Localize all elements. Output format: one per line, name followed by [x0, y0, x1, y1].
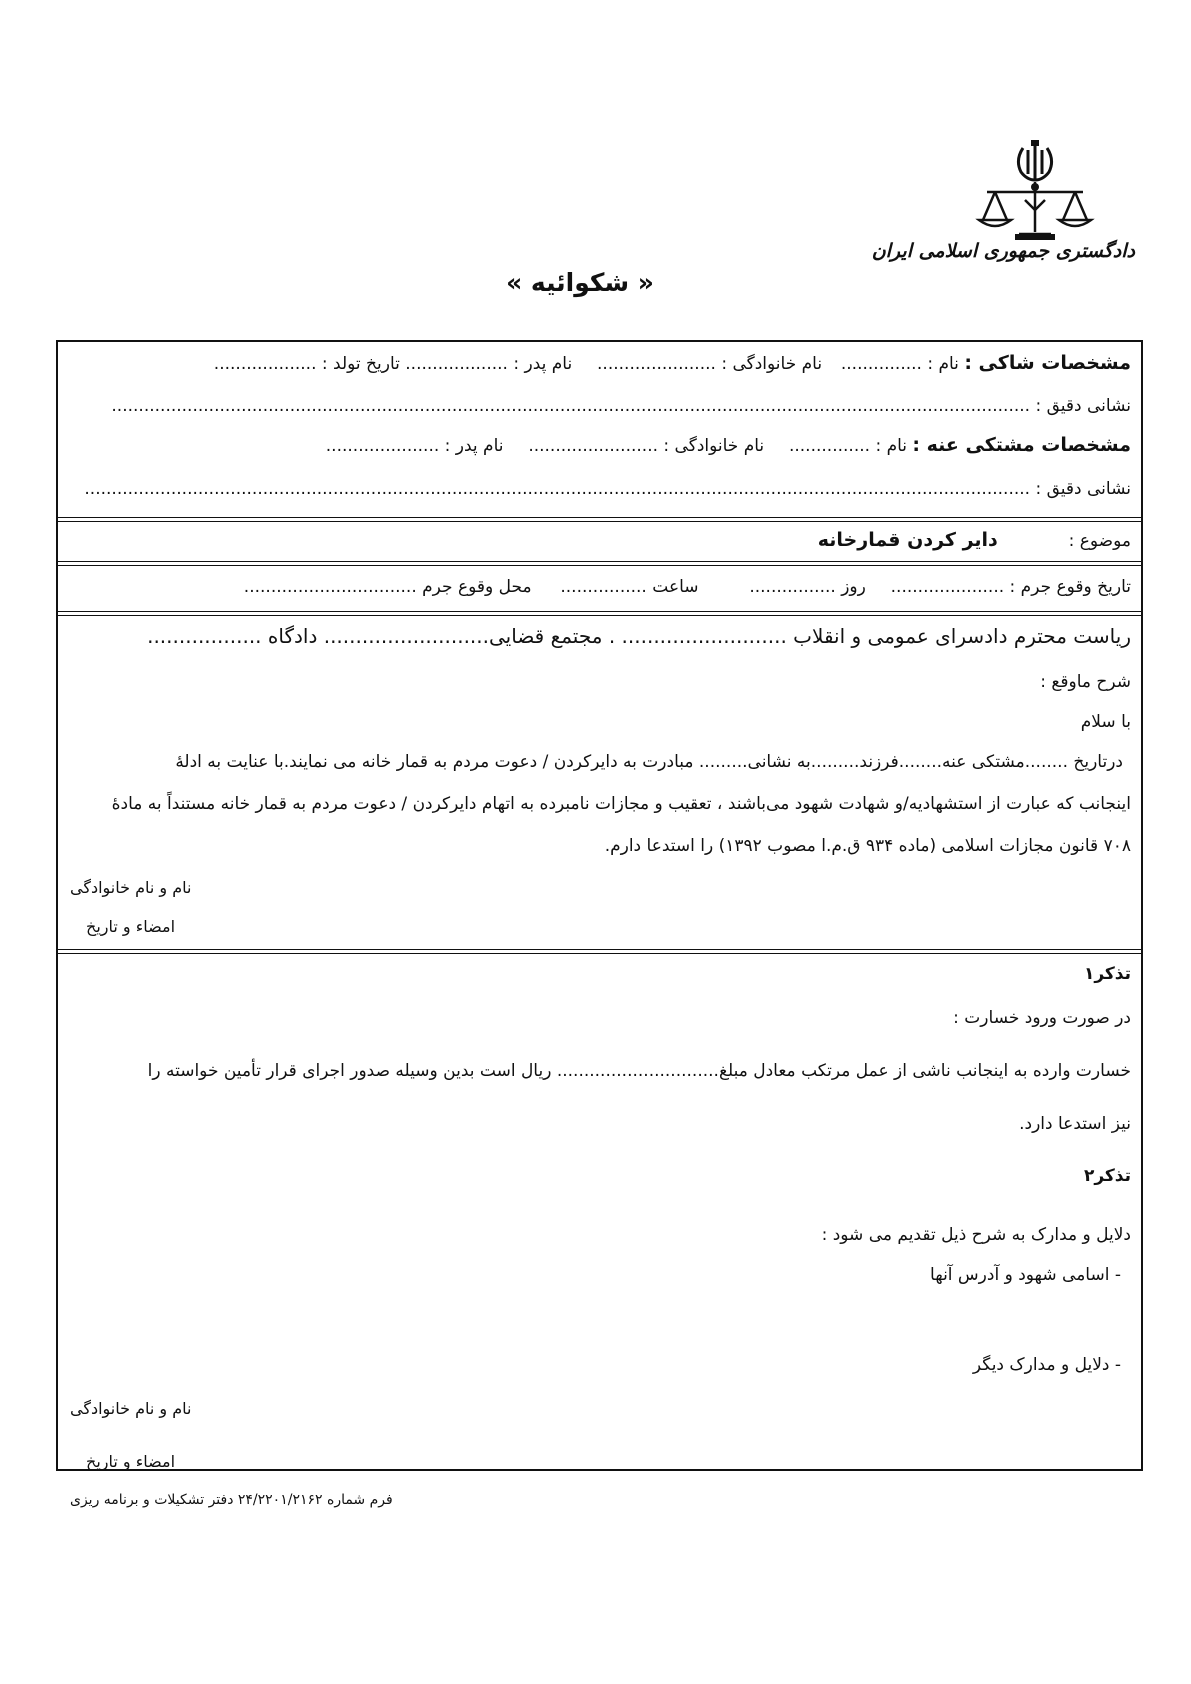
- crime-day-field[interactable]: ................: [749, 577, 836, 597]
- complainant-name-field[interactable]: ...............: [840, 354, 922, 374]
- section-divider: [56, 561, 1143, 566]
- section-divider: [56, 611, 1143, 616]
- crime-date-label: تاریخ وقوع جرم :: [1009, 577, 1131, 597]
- subject-value: دایر کردن قمارخانه: [817, 529, 998, 551]
- note1-line: نیز استدعا دارد.: [1019, 1114, 1131, 1134]
- note1-line: خسارت وارده به اینجانب ناشی از عمل مرتکب معادل مبلغ.............................. ریال است بدین وسیله صدور اجرای قرار تأمین خواسته را: [147, 1061, 1131, 1081]
- complainant-family-label: نام خانوادگی :: [721, 354, 823, 374]
- complainant-name-label: نام :: [927, 354, 959, 374]
- crime-date-field[interactable]: .....................: [890, 577, 1005, 597]
- section-divider: [56, 949, 1143, 954]
- defendant-address-label: نشانی دقیق :: [1035, 479, 1131, 499]
- signature-date-label: امضاء و تاریخ: [86, 1452, 176, 1471]
- crime-hour-field[interactable]: ................: [560, 577, 647, 597]
- description-label: شرح ماوقع :: [1040, 672, 1131, 692]
- note2-title: تذکر۲: [1083, 1166, 1131, 1186]
- defendant-family-field[interactable]: ........................: [528, 436, 659, 456]
- complainant-address-label: نشانی دقیق :: [1035, 396, 1131, 416]
- section-divider: [56, 517, 1143, 522]
- note2-intro: دلایل و مدارک به شرح ذیل تقدیم می شود :: [821, 1225, 1131, 1245]
- complainant-section-label: مشخصات شاکی :: [964, 352, 1131, 374]
- defendant-address-row: [66, 476, 1131, 502]
- defendant-father-field[interactable]: .....................: [325, 436, 440, 456]
- note2-item-other-evidence: - دلایل و مدارک دیگر: [972, 1355, 1121, 1375]
- addressee-line: ریاست محترم دادسرای عمومی و انقلاب .......................... . مجتمع قضایی.......................... دادگاه ..................: [147, 624, 1131, 648]
- defendant-section-label: مشخصات مشتکی عنه :: [912, 434, 1131, 456]
- organization-name: دادگستری جمهوری اسلامی ایران: [871, 240, 1135, 262]
- complaint-paragraph-line: اینجانب که عبارت از استشهادیه/و شهادت شهود می‌باشند ، تعقیب و مجازات نامبرده به اتهام دایرکردن / دعوت مردم به قمار خانه مستنداً به مادهٔ: [111, 794, 1131, 814]
- crime-place-label: محل وقوع جرم: [422, 577, 532, 597]
- complainant-address-field[interactable]: ..........................................................................................................................................................................: [111, 396, 1031, 416]
- judiciary-emblem-icon: [975, 140, 1095, 250]
- defendant-name-field[interactable]: ...............: [788, 436, 871, 456]
- complainant-father-field[interactable]: ...................: [405, 354, 508, 374]
- complainant-father-label: نام پدر :: [513, 354, 573, 374]
- defendant-address-field[interactable]: ...............................................................................................................................................................................: [84, 479, 1031, 499]
- subject-row: [66, 527, 1131, 554]
- greeting: با سلام: [1080, 712, 1131, 732]
- complainant-row: [66, 350, 1131, 377]
- form-title: « شکوائیه »: [506, 268, 654, 297]
- note1-intro: در صورت ورود خسارت :: [953, 1008, 1131, 1028]
- signature-name-label: نام و نام خانوادگی: [70, 878, 192, 897]
- crime-place-field[interactable]: ................................: [243, 577, 417, 597]
- complainant-address-row: [66, 393, 1131, 419]
- crime-hour-label: ساعت: [652, 577, 699, 597]
- note1-title: تذکر۱: [1083, 964, 1131, 984]
- complaint-paragraph-line: درتاریخ ........مشتکی عنه........فرزند.........به نشانی......... مبادرت به دایرکردن / دعوت مردم به قمار خانه می نمایند.با عنایت به ادلهٔ: [175, 752, 1123, 772]
- complainant-birth-label: تاریخ تولد :: [321, 354, 400, 374]
- form-frame: [56, 340, 1143, 1471]
- defendant-family-label: نام خانوادگی :: [663, 436, 765, 456]
- signature-name-label: نام و نام خانوادگی: [70, 1399, 192, 1418]
- signature-date-label: امضاء و تاریخ: [86, 917, 176, 936]
- defendant-father-label: نام پدر :: [444, 436, 504, 456]
- complainant-family-field[interactable]: ......................: [597, 354, 716, 374]
- form-number-footer: فرم شماره ۲۴/۲۲۰۱/۲۱۶۲ دفتر تشکیلات و برنامه ریزی: [70, 1492, 393, 1508]
- subject-label: موضوع :: [1068, 531, 1131, 551]
- complaint-paragraph-line: ۷۰۸ قانون مجازات اسلامی (ماده ۹۳۴ ق.م.ا مصوب ۱۳۹۲) را استدعا دارم.: [604, 836, 1131, 856]
- crime-info-row: [66, 574, 1131, 600]
- crime-day-label: روز: [841, 577, 866, 597]
- defendant-name-label: نام :: [875, 436, 908, 456]
- defendant-row: [66, 432, 1131, 459]
- complainant-birth-field[interactable]: ...................: [213, 354, 317, 374]
- note2-item-witnesses: - اسامی شهود و آدرس آنها: [930, 1265, 1121, 1285]
